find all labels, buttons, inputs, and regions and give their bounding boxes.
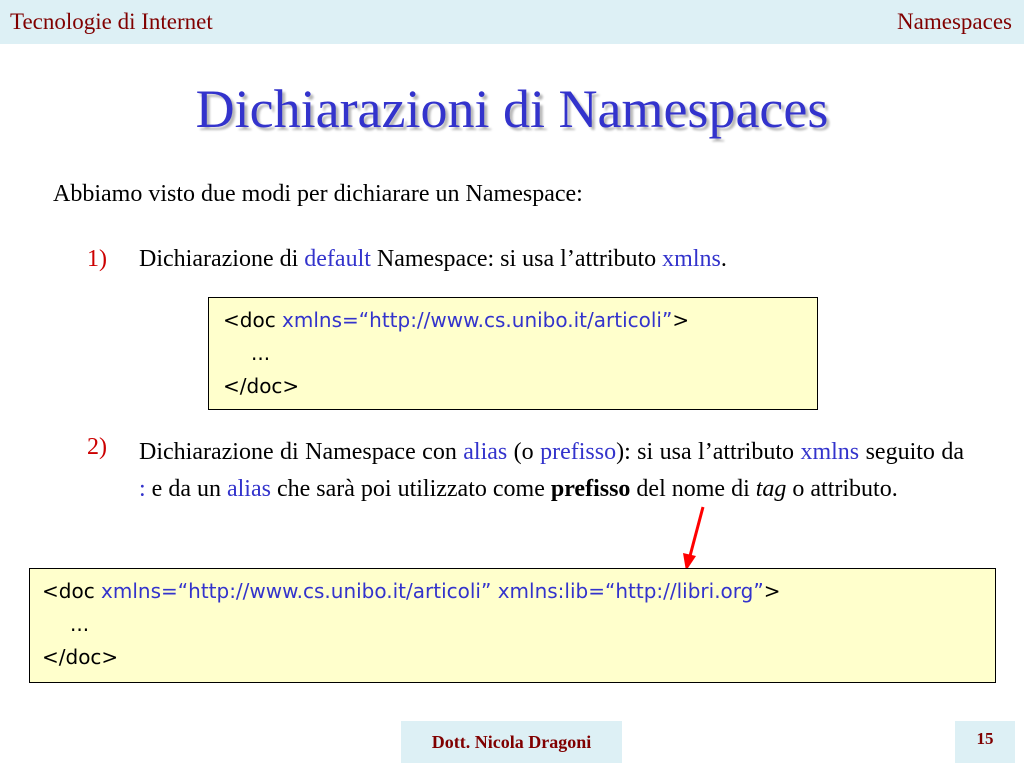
- code-line: ...: [251, 341, 271, 365]
- keyword-alias: alias: [463, 439, 508, 465]
- text-segment: seguito da: [859, 439, 964, 465]
- bold-prefisso: prefisso: [550, 476, 631, 502]
- keyword-xmlns: xmlns: [662, 246, 721, 272]
- text-segment: Dichiarazione di: [139, 246, 305, 272]
- text-segment: (o: [507, 439, 541, 465]
- text-segment: Namespace: si usa l’attributo: [370, 246, 663, 272]
- slide-title: Dichiarazioni di Namespaces: [195, 79, 829, 139]
- text-segment: del nome di: [630, 476, 756, 502]
- code-tag: <doc: [223, 308, 283, 332]
- code-box-default-namespace: [208, 297, 818, 410]
- code-line: [42, 575, 995, 608]
- header-bar: [0, 0, 1024, 44]
- code-tag-end: >: [672, 308, 690, 332]
- list-item-2-text: [139, 434, 964, 508]
- text-segment: Dichiarazione di Namespace con: [139, 439, 464, 465]
- code-line: </doc>: [42, 645, 119, 669]
- text-segment: che sarà poi utilizzato come: [270, 476, 551, 502]
- section-title: Namespaces: [897, 9, 1012, 34]
- course-title: Tecnologie di Internet: [10, 9, 213, 34]
- code-line: ...: [70, 612, 90, 636]
- page-number: 15: [955, 721, 1015, 763]
- italic-tag: tag: [755, 476, 787, 502]
- code-box-alias-namespace: [29, 568, 996, 683]
- keyword-alias: alias: [226, 476, 271, 502]
- text-segment: e da un: [145, 476, 227, 502]
- keyword-default: default: [304, 246, 371, 272]
- keyword-prefisso: prefisso: [540, 439, 617, 465]
- text-segment: o attributo.: [786, 476, 898, 502]
- code-line: </doc>: [223, 374, 300, 398]
- code-tag-end: >: [763, 579, 781, 603]
- intro-text: Abbiamo visto due modi per dichiarare un Namespace:: [53, 181, 583, 207]
- list-item-1-text: [139, 246, 727, 273]
- author-label: Dott. Nicola Dragoni: [401, 721, 622, 763]
- list-item-2-number: 2): [87, 434, 107, 460]
- keyword-colon: :: [139, 476, 146, 502]
- code-line: [223, 304, 817, 337]
- code-attribute: xmlns=“http://www.cs.unibo.it/articoli”: [282, 308, 673, 332]
- text-segment: ): si usa l’attributo: [616, 439, 801, 465]
- code-tag: <doc: [42, 579, 102, 603]
- list-item-1-number: 1): [87, 246, 107, 272]
- text-segment: .: [720, 246, 727, 272]
- keyword-xmlns: xmlns: [800, 439, 860, 465]
- code-attribute: xmlns=“http://www.cs.unibo.it/articoli” xmlns:lib=“http://libri.org”: [101, 579, 764, 603]
